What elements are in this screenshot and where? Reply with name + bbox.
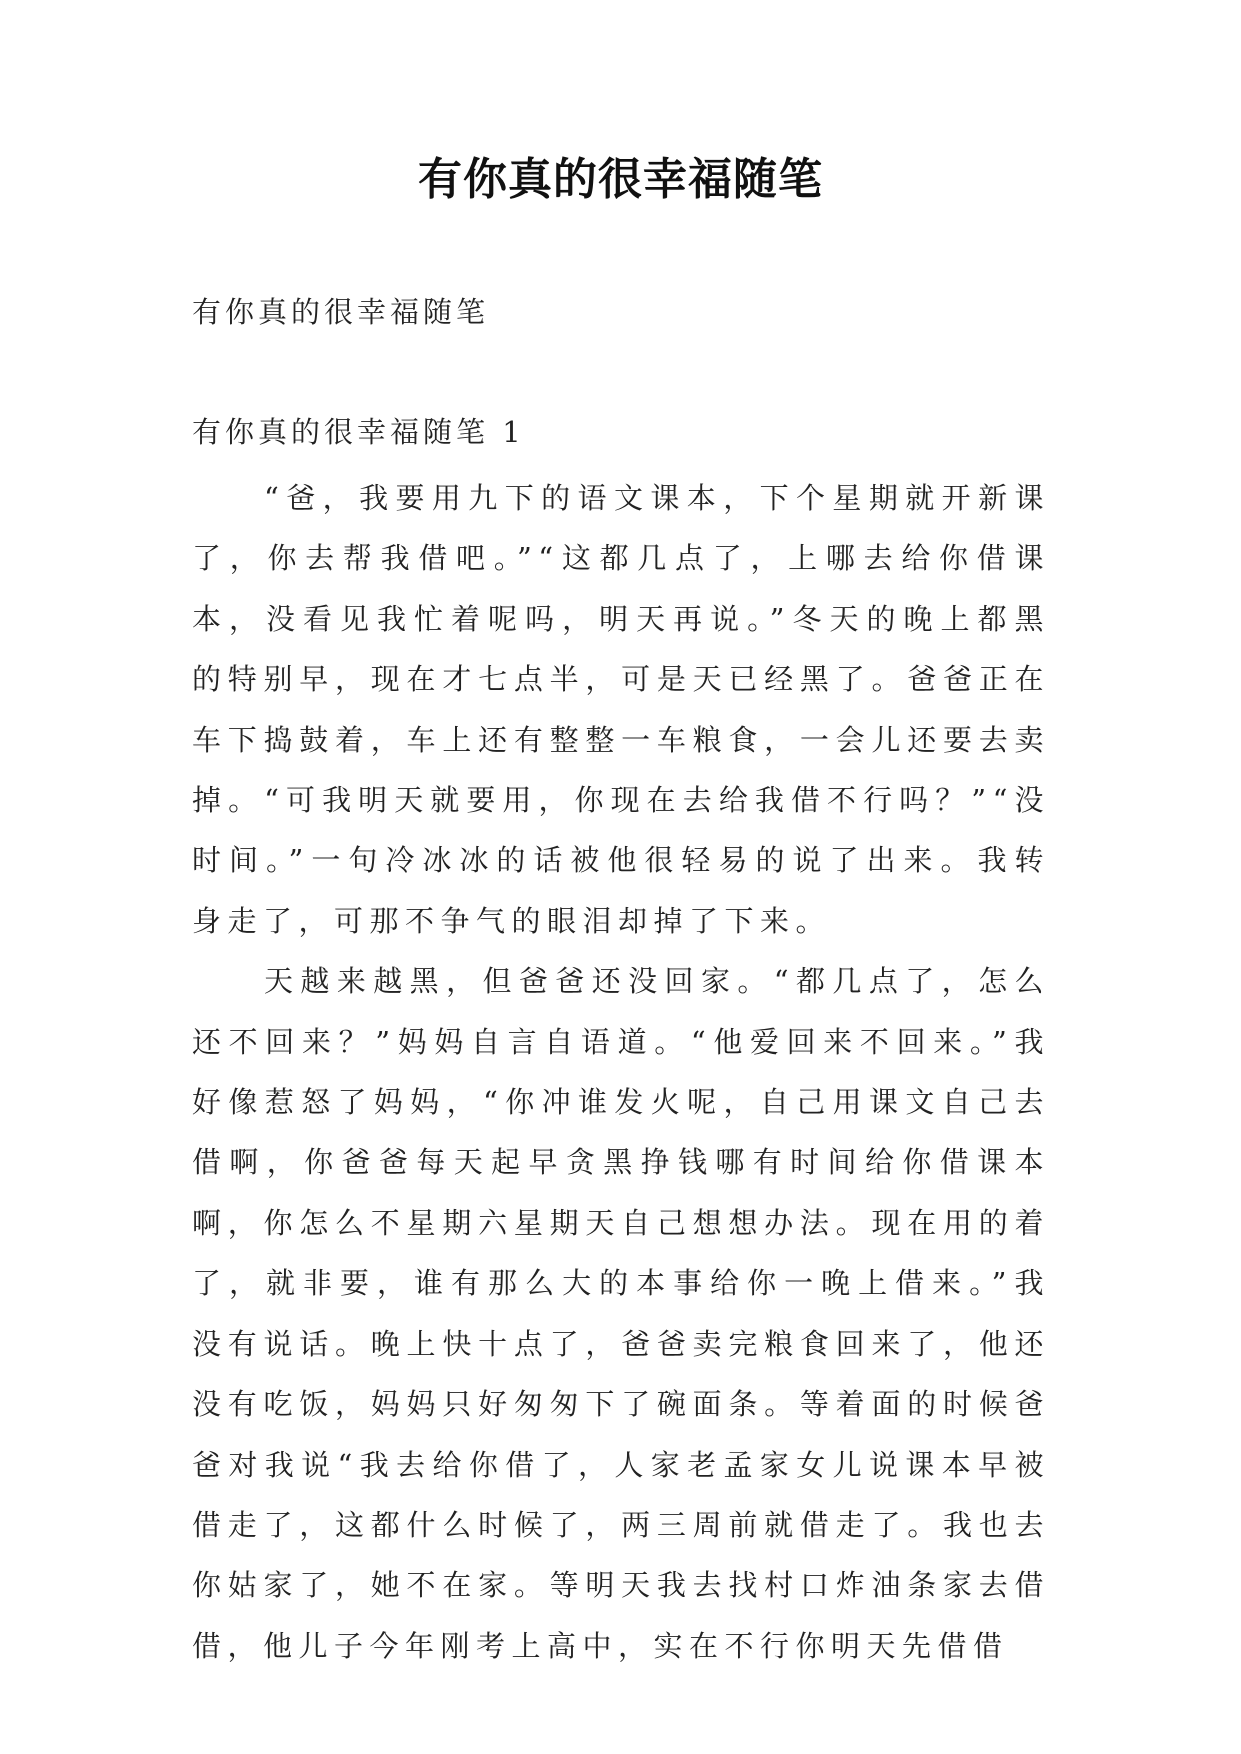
document-subtitle: 有你真的很幸福随笔 bbox=[192, 295, 490, 329]
section-heading: 有你真的很幸福随笔 1 bbox=[192, 415, 525, 449]
paragraph-2: 天越来越黑，但爸爸还没回家。“都几点了，怎么还不回来？”妈妈自言自语道。“他爱回来不回来。”我好像惹怒了妈妈，“你冲谁发火呢，自己用课文自己去借啊，你爸爸每天起早贪黑挣钱哪有时间给你借课本啊，你怎么不星期六星期天自己想想办法。现在用的着了，就非要，谁有那么大的本事给你一晚上借来。”我没有说话。晚上快十点了，爸爸卖完粮食回来了，他还没有吃饭，妈妈只好匆匆下了碗面条。等着面的时候爸爸对我说“我去给你借了，人家老孟家女儿说课本早被借走了，这都什么时候了，两三周前就借走了。我也去你姑家了，她不在家。等明天我去找村口炸油条家去借借，他儿子今年刚考上高中，实在不行你明天先借借 bbox=[192, 964, 1050, 1663]
paragraph-1: “爸，我要用九下的语文课本，下个星期就开新课了，你去帮我借吧。”“这都几点了，上哪去给你借课本，没看见我忙着呢吗，明天再说。”冬天的晚上都黑的特别早，现在才七点半，可是天已经黑了。爸爸正在车下捣鼓着，车上还有整整一车粮食，一会儿还要去卖掉。“可我明天就要用，你现在去给我借不行吗？”“没时间。”一句冷冰冰的话被他很轻易的说了出来。我转身走了，可那不争气的眼泪却掉了下来。 bbox=[192, 481, 1050, 938]
page-title: 有你真的很幸福随笔 bbox=[418, 154, 823, 205]
document-body bbox=[192, 468, 1050, 1676]
